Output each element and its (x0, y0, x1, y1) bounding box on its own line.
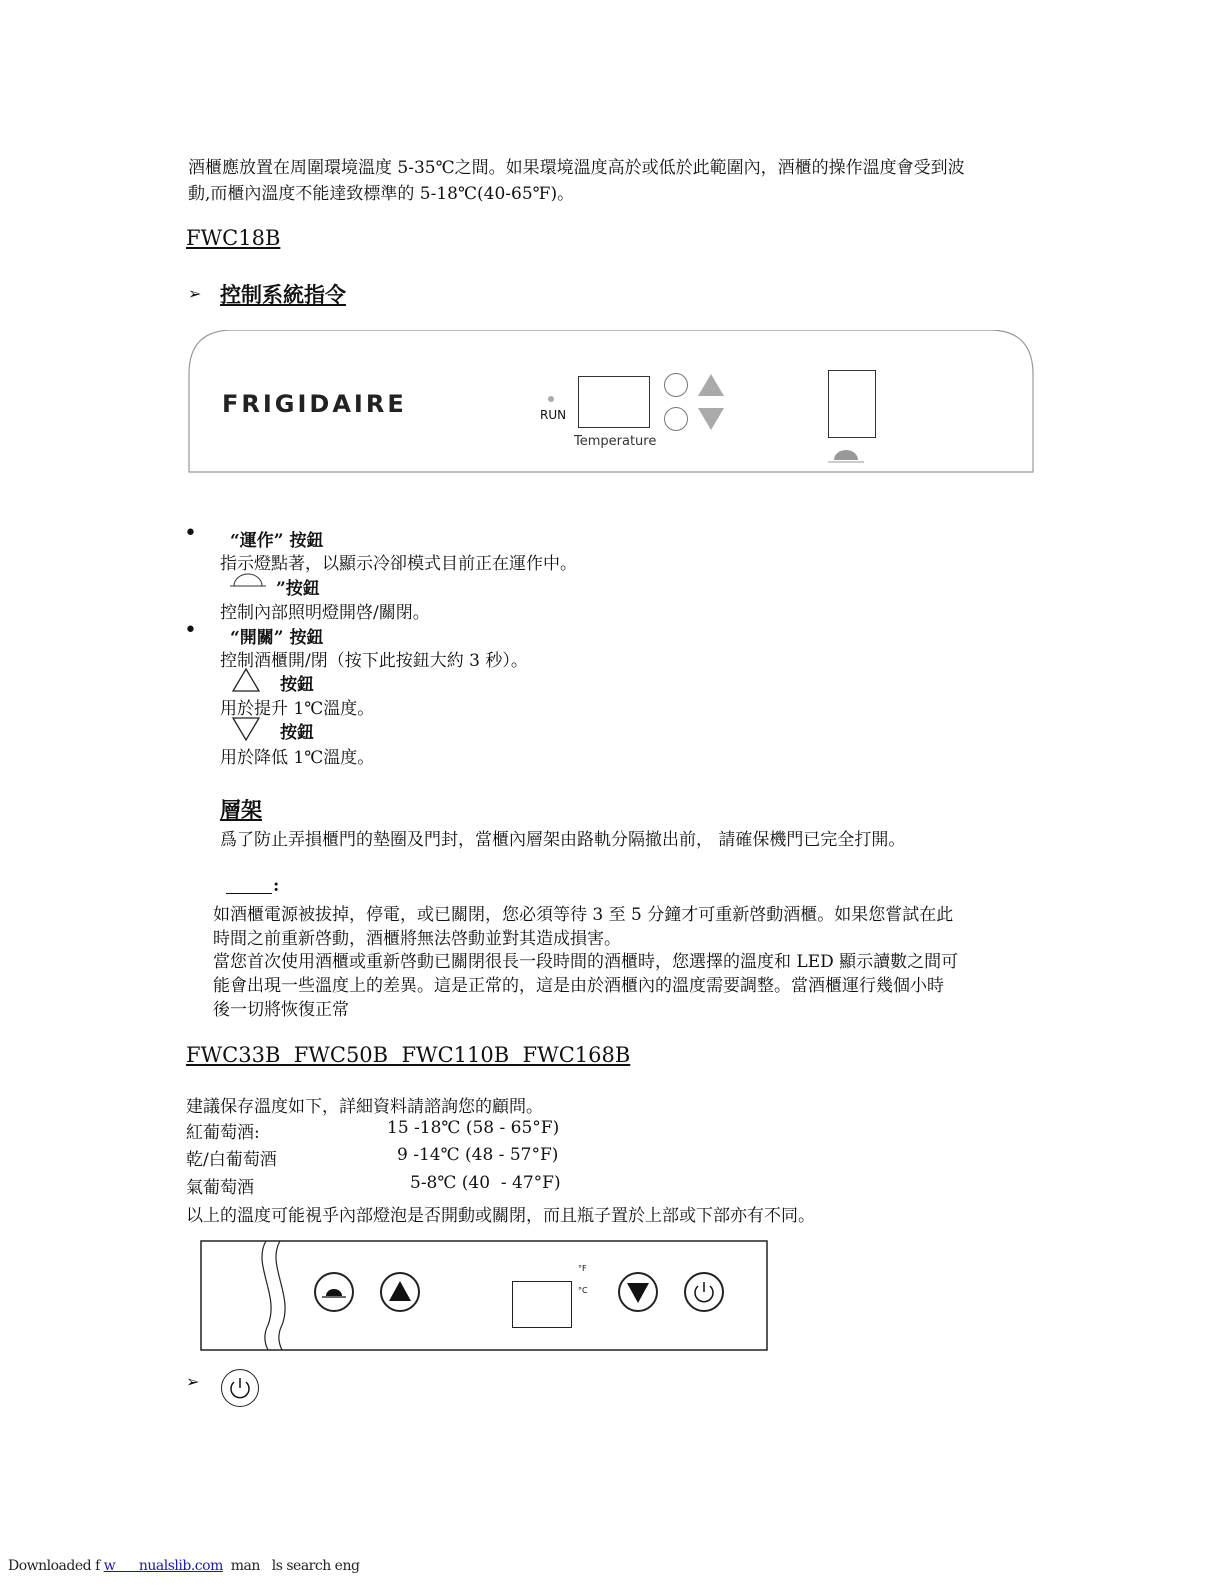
download-footer (8, 1558, 359, 1574)
arrow-bullet-icon: ➢ (186, 1372, 200, 1391)
power-switch-panel[interactable] (828, 370, 876, 438)
note-colon: : (273, 876, 280, 896)
footer-suffix: man ls search eng (226, 1558, 360, 1574)
note-line-4: 能會出現一些溫度上的差異。這是正常的，這是由於酒櫃內的溫度需要調整。當酒櫃運行幾個小時 (213, 976, 944, 996)
triangle-up-icon (698, 374, 724, 396)
run-button-title: “運作” 按鈕 (230, 531, 324, 551)
up-button-title: 按鈕 (280, 675, 314, 695)
power-button-desc: 控制酒櫃開/閉（按下此按鈕大約 3 秒）。 (220, 651, 528, 671)
bullet-icon: • (184, 521, 197, 546)
storage-note: 以上的溫度可能視乎內部燈泡是否開動或關閉，而且瓶子置於上部或下部亦有不同。 (186, 1206, 815, 1226)
triangle-down-icon (698, 408, 724, 430)
storage-row-value: 15 -18℃ (58 - 65°F) (387, 1118, 560, 1138)
fahrenheit-indicator: °F (578, 1264, 587, 1273)
note-line-3: 當您首次使用酒櫃或重新啓動已關閉很長一段時間的酒櫃時，您選擇的溫度和 LED 顯示讀數之間可 (213, 952, 959, 972)
storage-row-value: 5-8℃ (40 - 47°F) (410, 1173, 561, 1193)
celsius-indicator: °C (578, 1286, 588, 1295)
brand-logo: FRIGIDAIRE (222, 390, 407, 418)
down-button-title: 按鈕 (280, 723, 314, 743)
light-button-icon (228, 568, 268, 590)
temp-down-button[interactable] (618, 1272, 658, 1312)
run-label: RUN (540, 408, 567, 422)
power-button[interactable] (684, 1272, 724, 1312)
up-button-desc: 用於提升 1℃溫度。 (220, 699, 375, 719)
power-icon (222, 1370, 258, 1406)
control-panel-fwc-series (200, 1240, 780, 1365)
light-icon (316, 1274, 352, 1310)
triangle-down-icon (620, 1274, 656, 1310)
run-indicator-light (548, 396, 554, 402)
storage-intro: 建議保存溫度如下，詳細資料請諮詢您的顧問。 (186, 1097, 543, 1117)
storage-row-label: 氣葡萄酒 (186, 1178, 254, 1198)
temperature-display (512, 1281, 572, 1328)
model-title-fwc18b: FWC18B (186, 226, 281, 250)
up-button[interactable] (664, 373, 688, 397)
down-button-desc: 用於降低 1℃溫度。 (220, 748, 375, 768)
run-button-desc: 指示燈點著，以顯示冷卻模式目前正在運作中。 (220, 554, 577, 574)
power-icon (686, 1274, 722, 1310)
footer-link[interactable]: w nualslib.com (103, 1558, 223, 1574)
temp-up-button[interactable] (380, 1272, 420, 1312)
shelf-text: 爲了防止弄損櫃門的墊圈及門封，當櫃內層架由路軌分隔撤出前， 請確保機門已完全打開。 (220, 830, 906, 850)
shelf-heading: 層架 (220, 797, 262, 822)
triangle-up-outline-icon (231, 667, 261, 693)
arrow-bullet-icon: ➢ (188, 284, 202, 303)
note-underline (226, 892, 272, 894)
note-line-2: 時間之前重新啓動，酒櫃將無法啓動並對其造成損害。 (213, 929, 621, 949)
intro-line-2: 動,而櫃內溫度不能達致標準的 5-18℃(40-65℉)。 (188, 184, 575, 204)
note-line-5: 後一切將恢復正常 (213, 1000, 349, 1020)
storage-row-label: 紅葡萄酒: (186, 1123, 260, 1143)
intro-paragraph (188, 155, 1034, 207)
power-button-symbol (221, 1369, 259, 1407)
model-title-fwc-series: FWC33B FWC50B FWC110B FWC168B (186, 1043, 631, 1067)
light-button-desc: 控制內部照明燈開啓/關閉。 (220, 603, 430, 623)
storage-row-label: 乾/白葡萄酒 (186, 1150, 277, 1170)
temperature-label: Temperature (574, 434, 657, 449)
control-panel-fwc18b (188, 330, 1034, 478)
down-button[interactable] (664, 407, 688, 431)
light-button[interactable] (314, 1272, 354, 1312)
light-button-title: ”按鈕 (276, 579, 320, 599)
light-icon[interactable] (826, 444, 866, 466)
note-line-1: 如酒櫃電源被拔掉，停電，或已關閉，您必須等待 3 至 5 分鐘才可重新啓動酒櫃。如果您嘗試在此 (213, 905, 954, 925)
bullet-icon: • (184, 618, 197, 643)
intro-line-1: 酒櫃應放置在周圍環境溫度 5-35℃之間。如果環境溫度高於或低於此範圍內，酒櫃的操作溫度會受到波 (188, 158, 965, 178)
triangle-down-outline-icon (231, 716, 261, 742)
temperature-display (578, 376, 650, 428)
storage-row-value: 9 -14℃ (48 - 57°F) (397, 1145, 559, 1165)
power-button-title: “開關” 按鈕 (230, 628, 324, 648)
triangle-up-icon (382, 1274, 418, 1310)
footer-prefix: Downloaded f (8, 1558, 100, 1574)
section-heading-control: 控制系統指令 (220, 282, 346, 307)
